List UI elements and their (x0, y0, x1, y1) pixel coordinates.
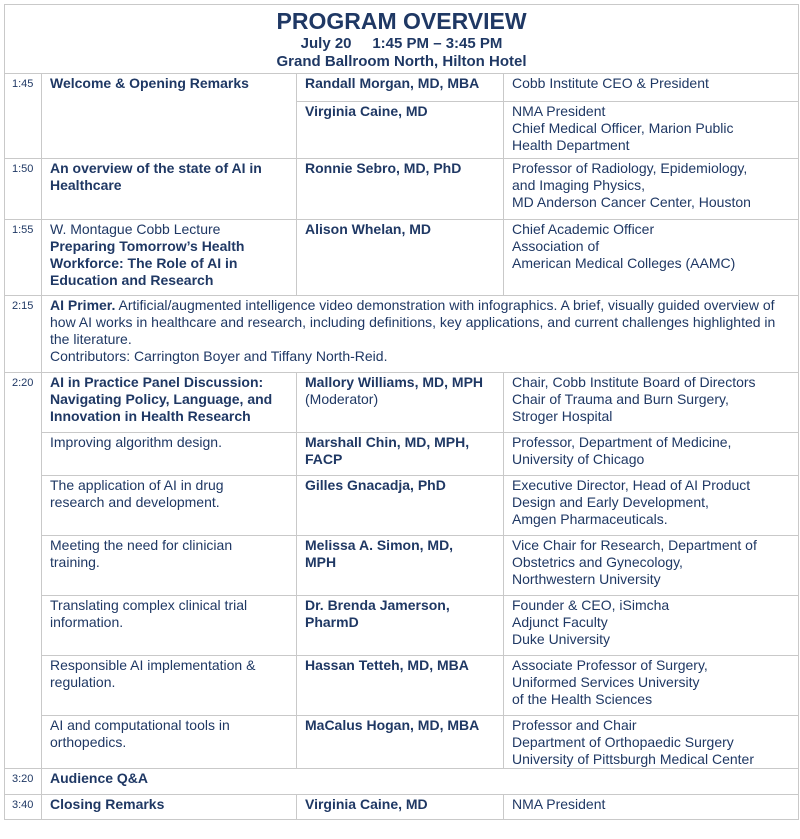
table-row (5, 296, 799, 373)
speaker-name: Virginia Caine, MD (297, 102, 504, 159)
panel-topic: Meeting the need for clinician training. (42, 536, 297, 596)
primer-contributors: Contributors: Carrington Boyer and Tiffany North-Reid. (50, 348, 388, 364)
time-cell: 2:20 (5, 373, 42, 769)
table-row (5, 596, 799, 656)
session-title: Closing Remarks (42, 795, 297, 820)
panel-topic: The application of AI in drug research and development. (42, 476, 297, 536)
table-row (5, 656, 799, 716)
session-title: An overview of the state of AI in Healthcare (42, 159, 297, 220)
table-row (5, 373, 799, 433)
primer-cell (42, 296, 799, 373)
speaker-affiliation: Associate Professor of Surgery, Uniformed Services University of the Health Sciences (504, 656, 799, 716)
primer-title: AI Primer. (50, 297, 116, 313)
table-row (5, 220, 799, 296)
session-title: Welcome & Opening Remarks (42, 74, 297, 159)
time-cell: 3:40 (5, 795, 42, 820)
time-cell: 1:55 (5, 220, 42, 296)
speaker-affiliation: Vice Chair for Research, Department of Obstetrics and Gynecology, Northwestern University (504, 536, 799, 596)
speaker-name: Melissa A. Simon, MD, MPH (297, 536, 504, 596)
table-row (5, 716, 799, 769)
time-cell: 1:50 (5, 159, 42, 220)
speaker-affiliation: NMA President Chief Medical Officer, Marion Public Health Department (504, 102, 799, 159)
program-table (4, 4, 799, 820)
speaker-affiliation: Professor of Radiology, Epidemiology, and Imaging Physics, MD Anderson Cancer Center, Houston (504, 159, 799, 220)
speaker-name: Alison Whelan, MD (297, 220, 504, 296)
speaker-name: Ronnie Sebro, MD, PhD (297, 159, 504, 220)
speaker-name: Gilles Gnacadja, PhD (297, 476, 504, 536)
table-row (5, 433, 799, 476)
time-cell: 1:45 (5, 74, 42, 159)
session-title: W. Montague Cobb Lecture Preparing Tomorrow’s Health Workforce: The Role of AI in Education and Research (42, 220, 297, 296)
table-row (5, 476, 799, 536)
table-row (5, 536, 799, 596)
panel-topic: Responsible AI implementation & regulation. (42, 656, 297, 716)
time-cell: 2:15 (5, 296, 42, 373)
speaker-name: Randall Morgan, MD, MBA (297, 74, 504, 102)
table-row (5, 159, 799, 220)
speaker-name: Marshall Chin, MD, MPH, FACP (297, 433, 504, 476)
speaker-affiliation: Executive Director, Head of AI Product Design and Early Development, Amgen Pharmaceuticals. (504, 476, 799, 536)
speaker-name: MaCalus Hogan, MD, MBA (297, 716, 504, 769)
speaker-affiliation: Founder & CEO, iSimcha Adjunct Faculty Duke University (504, 596, 799, 656)
speaker-name: Mallory Williams, MD, MPH (Moderator) (297, 373, 504, 433)
speaker-affiliation: Chair, Cobb Institute Board of Directors Chair of Trauma and Burn Surgery, Stroger Hospital (504, 373, 799, 433)
program-location: Grand Ballroom North, Hilton Hotel (276, 53, 527, 70)
program-date-time: July 20 1:45 PM – 3:45 PM (300, 35, 503, 52)
speaker-name: Hassan Tetteh, MD, MBA (297, 656, 504, 716)
table-row (5, 795, 799, 820)
program-title: PROGRAM OVERVIEW (276, 8, 527, 34)
header-row (5, 5, 799, 74)
primer-text: Artificial/augmented intelligence video demonstration with infographics. A brief, visually guided overview of how AI works in healthcare and research, including definitions, key applications, and current challenges highlighted in the literature. (50, 297, 776, 347)
time-cell: 3:20 (5, 769, 42, 795)
table-row (5, 74, 799, 102)
speaker-affiliation: NMA President (504, 795, 799, 820)
speaker-affiliation: Chief Academic Officer Association of American Medical Colleges (AAMC) (504, 220, 799, 296)
speaker-affiliation: Professor and Chair Department of Orthopaedic Surgery University of Pittsburgh Medical Center (504, 716, 799, 769)
session-title: Audience Q&A (42, 769, 799, 795)
speaker-name: Virginia Caine, MD (297, 795, 504, 820)
session-title: AI in Practice Panel Discussion: Navigating Policy, Language, and Innovation in Health Research (42, 373, 297, 433)
speaker-name: Dr. Brenda Jamerson, PharmD (297, 596, 504, 656)
speaker-affiliation: Professor, Department of Medicine, University of Chicago (504, 433, 799, 476)
panel-topic: Translating complex clinical trial information. (42, 596, 297, 656)
panel-topic: Improving algorithm design. (42, 433, 297, 476)
panel-topic: AI and computational tools in orthopedics. (42, 716, 297, 769)
speaker-affiliation: Cobb Institute CEO & President (504, 74, 799, 102)
table-row (5, 769, 799, 795)
header-cell (5, 5, 799, 74)
